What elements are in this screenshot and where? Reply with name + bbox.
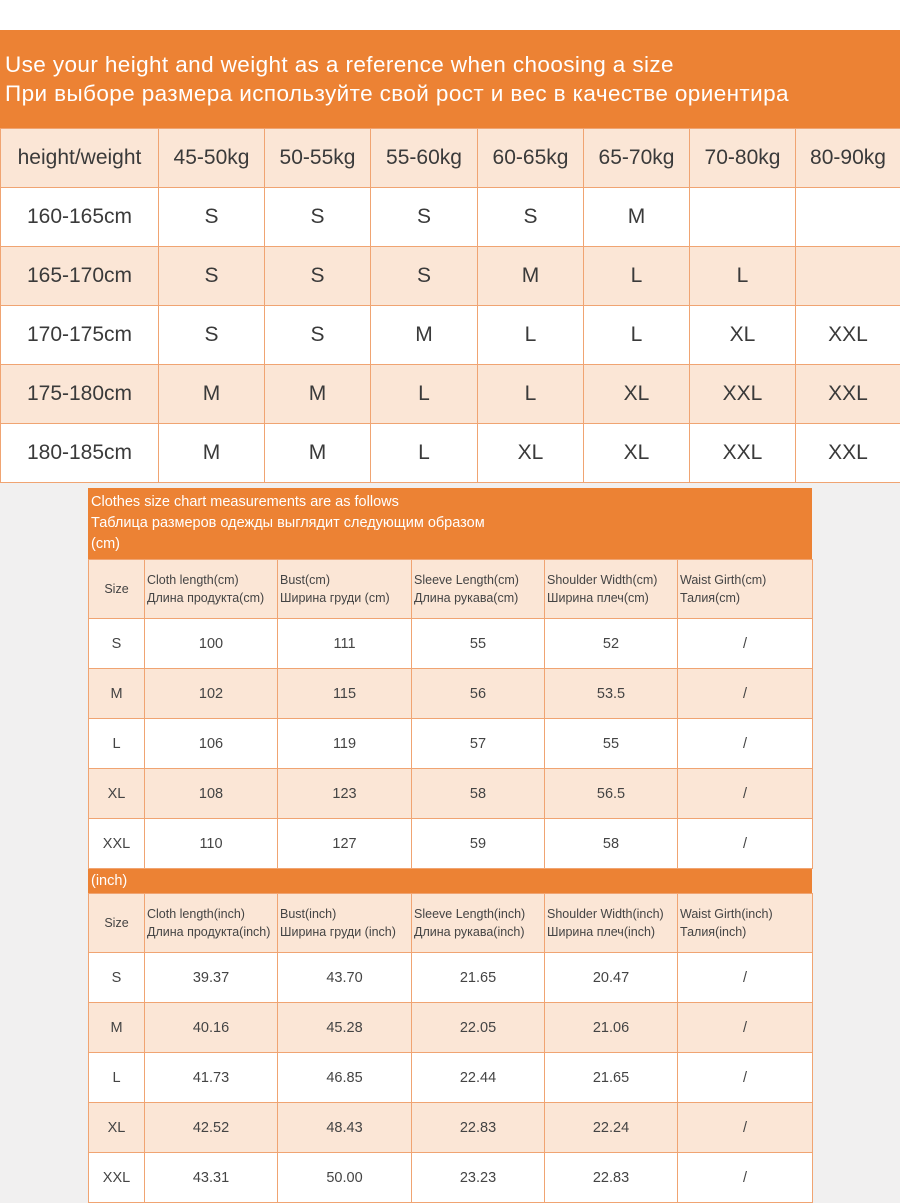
value-cell: 55 xyxy=(545,719,678,769)
header-ru: Длина продукта(inch) xyxy=(147,923,277,941)
weight-header: 80-90kg xyxy=(796,129,900,188)
header-ru: Ширина груди (cm) xyxy=(280,589,411,607)
column-header xyxy=(412,560,545,619)
size-cell: XL xyxy=(478,424,584,483)
column-header xyxy=(278,560,412,619)
value-cell: 22.44 xyxy=(412,1053,545,1103)
size-cell: M xyxy=(89,669,145,719)
column-header xyxy=(412,894,545,953)
inch-header-row xyxy=(89,894,813,953)
size-cell xyxy=(690,188,796,247)
value-cell: 21.65 xyxy=(412,953,545,1003)
value-cell: 39.37 xyxy=(145,953,278,1003)
height-cell: 180-185cm xyxy=(1,424,159,483)
value-cell: 22.24 xyxy=(545,1103,678,1153)
column-header xyxy=(678,894,813,953)
header-en: Cloth length(inch) xyxy=(147,905,277,923)
header-en: Size xyxy=(89,580,144,598)
size-cell: XXL xyxy=(796,365,900,424)
header-ru: Длина рукава(cm) xyxy=(414,589,544,607)
weight-header: 45-50kg xyxy=(159,129,265,188)
size-cell xyxy=(796,247,900,306)
column-header xyxy=(89,560,145,619)
value-cell: / xyxy=(678,1103,813,1153)
value-cell: 43.70 xyxy=(278,953,412,1003)
header-en: Shoulder Width(inch) xyxy=(547,905,677,923)
value-cell: 46.85 xyxy=(278,1053,412,1103)
size-cell: XL xyxy=(89,769,145,819)
size-cell: XL xyxy=(584,365,690,424)
value-cell: 59 xyxy=(412,819,545,869)
intro-banner xyxy=(0,30,900,128)
size-cell: L xyxy=(478,365,584,424)
value-cell: / xyxy=(678,769,813,819)
value-cell: / xyxy=(678,953,813,1003)
table-row xyxy=(89,769,813,819)
size-cell: XXL xyxy=(796,424,900,483)
height-weight-table xyxy=(0,128,900,483)
measurements-title-en: Clothes size chart measurements are as follows xyxy=(91,492,812,513)
size-cell: L xyxy=(478,306,584,365)
cm-chart-banner xyxy=(88,488,812,559)
size-cell: XXL xyxy=(796,306,900,365)
cm-unit-label: (cm) xyxy=(91,534,812,555)
size-cell: M xyxy=(478,247,584,306)
table-row xyxy=(89,1153,813,1203)
value-cell: 56.5 xyxy=(545,769,678,819)
size-cell: L xyxy=(89,719,145,769)
value-cell: 110 xyxy=(145,819,278,869)
size-cell: XL xyxy=(584,424,690,483)
inch-chart-banner xyxy=(88,869,812,893)
value-cell: 48.43 xyxy=(278,1103,412,1153)
size-cell: S xyxy=(265,247,371,306)
header-en: Bust(cm) xyxy=(280,571,411,589)
weight-header: 65-70kg xyxy=(584,129,690,188)
size-cell: S xyxy=(265,188,371,247)
inch-measurements-table xyxy=(88,893,813,1203)
size-cell: XXL xyxy=(690,365,796,424)
column-header xyxy=(545,894,678,953)
weight-header: 60-65kg xyxy=(478,129,584,188)
value-cell: / xyxy=(678,619,813,669)
height-cell: 165-170cm xyxy=(1,247,159,306)
value-cell: 108 xyxy=(145,769,278,819)
table-row xyxy=(89,719,813,769)
height-weight-section xyxy=(0,30,900,483)
size-cell: XXL xyxy=(89,1153,145,1203)
size-cell: M xyxy=(265,365,371,424)
value-cell: 42.52 xyxy=(145,1103,278,1153)
value-cell: 100 xyxy=(145,619,278,669)
value-cell: 41.73 xyxy=(145,1053,278,1103)
value-cell: 123 xyxy=(278,769,412,819)
value-cell: 22.05 xyxy=(412,1003,545,1053)
table-row xyxy=(1,306,900,365)
height-cell: 160-165cm xyxy=(1,188,159,247)
table-row xyxy=(89,669,813,719)
value-cell: / xyxy=(678,1153,813,1203)
table-row xyxy=(89,819,813,869)
value-cell: 56 xyxy=(412,669,545,719)
header-en: Shoulder Width(cm) xyxy=(547,571,677,589)
table-row xyxy=(89,1103,813,1153)
size-cell: M xyxy=(371,306,478,365)
header-ru: Талия(inch) xyxy=(680,923,812,941)
value-cell: 106 xyxy=(145,719,278,769)
table-header-row xyxy=(1,129,900,188)
value-cell: 102 xyxy=(145,669,278,719)
value-cell: 20.47 xyxy=(545,953,678,1003)
size-cell: M xyxy=(265,424,371,483)
header-en: Size xyxy=(89,914,144,932)
cm-header-row xyxy=(89,560,813,619)
value-cell: 21.65 xyxy=(545,1053,678,1103)
weight-header: 55-60kg xyxy=(371,129,478,188)
size-cell: XXL xyxy=(690,424,796,483)
inch-unit-label: (inch) xyxy=(91,871,812,892)
value-cell: 43.31 xyxy=(145,1153,278,1203)
size-cell: L xyxy=(371,365,478,424)
value-cell: 22.83 xyxy=(545,1153,678,1203)
size-cell: XXL xyxy=(89,819,145,869)
value-cell: 45.28 xyxy=(278,1003,412,1053)
header-en: Cloth length(cm) xyxy=(147,571,277,589)
value-cell: 127 xyxy=(278,819,412,869)
header-en: Bust(inch) xyxy=(280,905,411,923)
value-cell: 119 xyxy=(278,719,412,769)
value-cell: 53.5 xyxy=(545,669,678,719)
column-header xyxy=(678,560,813,619)
header-ru: Талия(cm) xyxy=(680,589,812,607)
column-header xyxy=(278,894,412,953)
size-cell: M xyxy=(159,365,265,424)
value-cell: / xyxy=(678,1053,813,1103)
size-cell: XL xyxy=(89,1103,145,1153)
size-cell: S xyxy=(371,247,478,306)
size-cell: M xyxy=(89,1003,145,1053)
size-cell: S xyxy=(159,306,265,365)
size-cell: L xyxy=(584,247,690,306)
value-cell: 40.16 xyxy=(145,1003,278,1053)
header-en: Waist Girth(inch) xyxy=(680,905,812,923)
size-cell: S xyxy=(159,247,265,306)
header-ru: Ширина плеч(inch) xyxy=(547,923,677,941)
value-cell: 50.00 xyxy=(278,1153,412,1203)
measurements-section xyxy=(88,488,812,1203)
weight-header: 70-80kg xyxy=(690,129,796,188)
value-cell: / xyxy=(678,1003,813,1053)
table-row xyxy=(89,1053,813,1103)
value-cell: 55 xyxy=(412,619,545,669)
value-cell: / xyxy=(678,719,813,769)
size-cell: M xyxy=(159,424,265,483)
value-cell: 111 xyxy=(278,619,412,669)
column-header xyxy=(89,894,145,953)
height-cell: 170-175cm xyxy=(1,306,159,365)
intro-text-en: Use your height and weight as a reference when choosing a size xyxy=(5,50,900,79)
table-row xyxy=(1,247,900,306)
table-row xyxy=(1,424,900,483)
header-en: Sleeve Length(inch) xyxy=(414,905,544,923)
column-header xyxy=(145,560,278,619)
size-cell: XL xyxy=(690,306,796,365)
size-cell: L xyxy=(584,306,690,365)
size-cell: S xyxy=(371,188,478,247)
value-cell: 57 xyxy=(412,719,545,769)
table-row xyxy=(1,365,900,424)
height-cell: 175-180cm xyxy=(1,365,159,424)
size-cell: M xyxy=(584,188,690,247)
size-cell: S xyxy=(89,619,145,669)
header-en: Waist Girth(cm) xyxy=(680,571,812,589)
size-cell: S xyxy=(159,188,265,247)
size-cell: S xyxy=(89,953,145,1003)
size-cell: S xyxy=(265,306,371,365)
header-en: Sleeve Length(cm) xyxy=(414,571,544,589)
value-cell: 23.23 xyxy=(412,1153,545,1203)
table-row xyxy=(89,619,813,669)
value-cell: 21.06 xyxy=(545,1003,678,1053)
header-ru: Ширина плеч(cm) xyxy=(547,589,677,607)
header-ru: Ширина груди (inch) xyxy=(280,923,411,941)
header-ru: Длина рукава(inch) xyxy=(414,923,544,941)
size-cell: L xyxy=(89,1053,145,1103)
cm-measurements-table xyxy=(88,559,813,869)
table-row xyxy=(89,953,813,1003)
value-cell: / xyxy=(678,819,813,869)
size-cell: L xyxy=(371,424,478,483)
intro-text-ru: При выборе размера используйте свой рост и вес в качестве ориентира xyxy=(5,79,900,108)
value-cell: 115 xyxy=(278,669,412,719)
size-cell: L xyxy=(690,247,796,306)
value-cell: 22.83 xyxy=(412,1103,545,1153)
value-cell: / xyxy=(678,669,813,719)
table-row xyxy=(1,188,900,247)
header-ru: Длина продукта(cm) xyxy=(147,589,277,607)
size-cell: S xyxy=(478,188,584,247)
measurements-title-ru: Таблица размеров одежды выглядит следующим образом xyxy=(91,513,812,534)
corner-label: height/weight xyxy=(1,129,159,188)
value-cell: 58 xyxy=(412,769,545,819)
top-margin xyxy=(0,0,900,30)
value-cell: 58 xyxy=(545,819,678,869)
value-cell: 52 xyxy=(545,619,678,669)
weight-header: 50-55kg xyxy=(265,129,371,188)
size-cell xyxy=(796,188,900,247)
table-row xyxy=(89,1003,813,1053)
column-header xyxy=(145,894,278,953)
column-header xyxy=(545,560,678,619)
